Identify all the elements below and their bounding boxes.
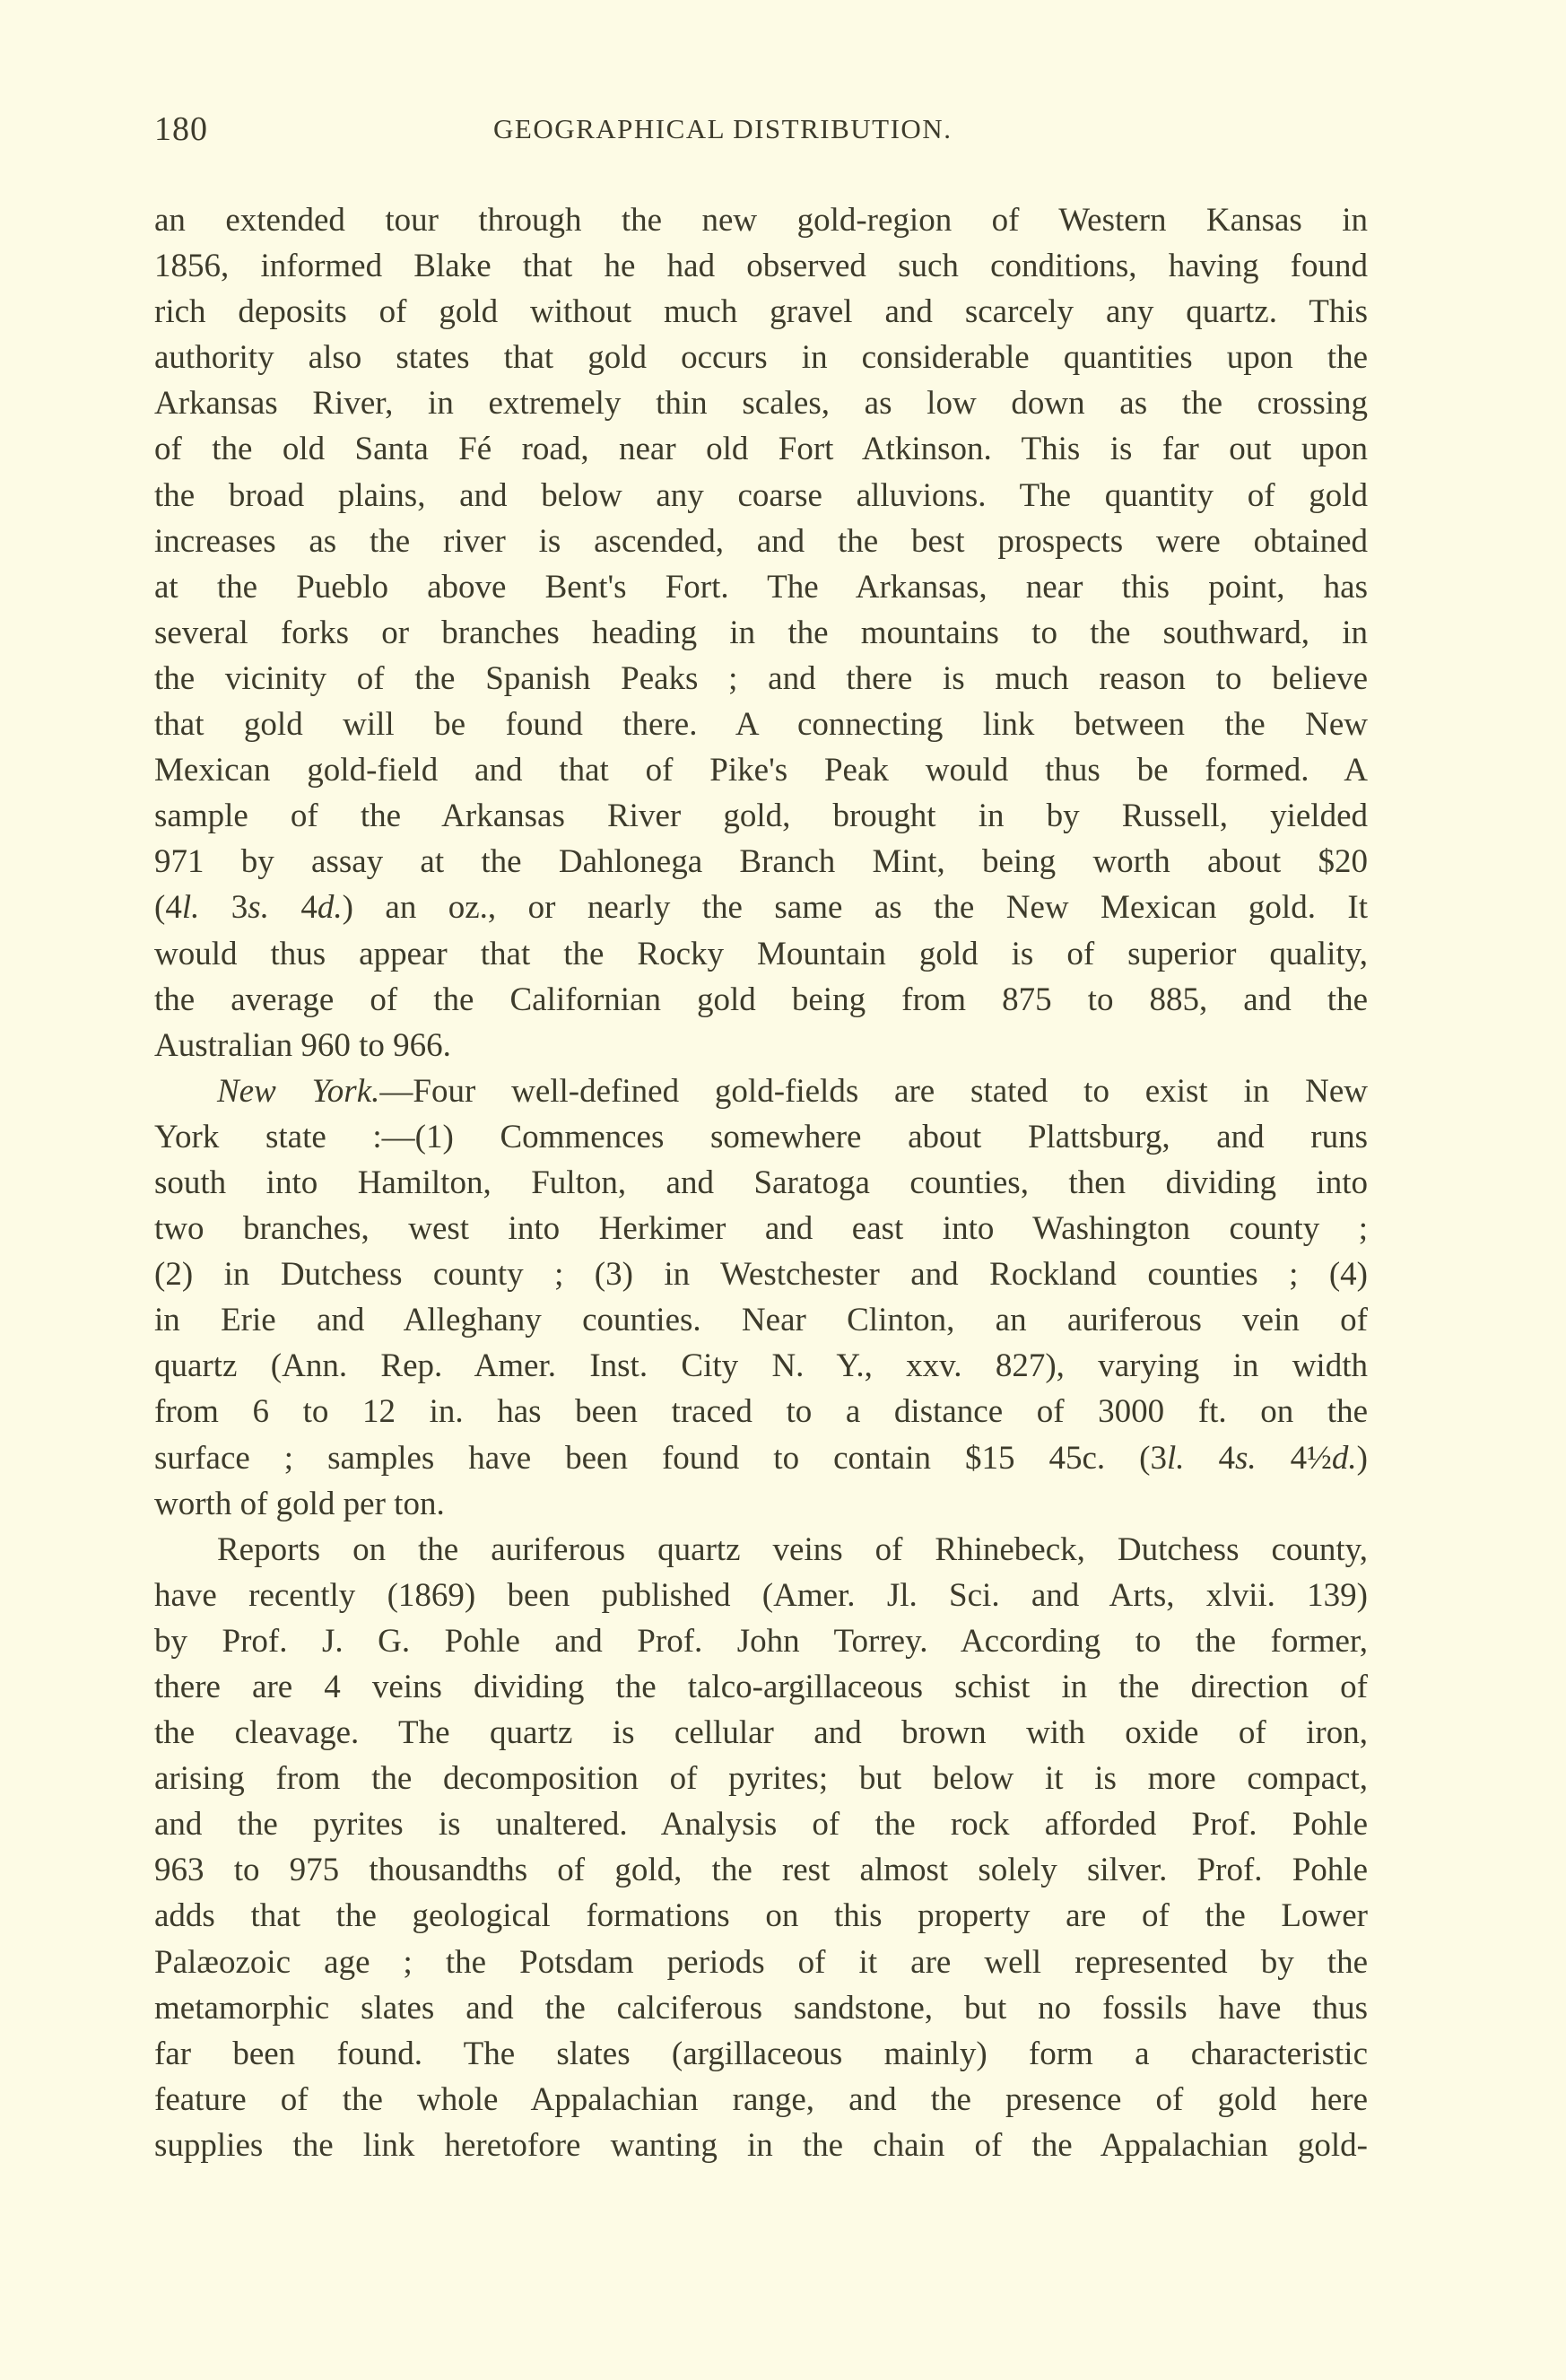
text-line — [154, 197, 1368, 243]
text-line — [154, 610, 1368, 656]
text-line — [154, 656, 1368, 702]
text-line — [154, 1160, 1368, 1206]
text-segment: in Erie and Alleghany counties. Near Clinton, an auriferous vein of — [154, 1302, 1368, 1339]
text-line — [154, 1527, 1368, 1573]
text-line — [154, 289, 1368, 335]
text-line — [154, 1618, 1368, 1664]
running-header — [154, 109, 1368, 156]
page-number: 180 — [154, 110, 208, 148]
text-segment: (2) in Dutchess county ; (3) in Westchester and Rockland counties ; (4) — [154, 1256, 1368, 1294]
text-line — [154, 793, 1368, 839]
text-segment: York state :—(1) Commences somewhere about Plattsburg, and runs — [154, 1118, 1368, 1155]
text-segment: sample of the Arkansas River gold, brought in by Russell, yielded — [154, 798, 1368, 835]
text-line — [154, 1985, 1368, 2031]
text-line — [154, 885, 1368, 930]
text-line — [154, 839, 1368, 885]
italic-text-segment: d. — [1331, 1439, 1357, 1477]
text-segment: Arkansas River, in extremely thin scales, as low down as the crossing — [154, 385, 1368, 423]
text-line — [154, 1847, 1368, 1893]
text-line — [154, 2031, 1368, 2077]
text-segment: would thus appear that the Rocky Mountain gold is of superior quality, — [154, 935, 1368, 972]
text-segment: two branches, west into Herkimer and east into Washington county ; — [154, 1210, 1368, 1248]
text-line — [154, 1023, 1368, 1068]
text-segment: 963 to 975 thousandths of gold, the rest almost solely silver. Prof. Pohle — [154, 1852, 1368, 1889]
text-line — [154, 519, 1368, 564]
text-line — [154, 1251, 1368, 1297]
text-segment: from 6 to 12 in. has been traced to a distance of 3000 ft. on the — [154, 1393, 1368, 1431]
text-line — [154, 243, 1368, 289]
text-segment: authority also states that gold occurs in considerable quantities upon the — [154, 339, 1368, 377]
text-segment: that gold will be found there. A connecting link between the New — [154, 706, 1368, 744]
text-segment: an extended tour through the new gold-region of Western Kansas in — [154, 202, 1368, 239]
text-segment: 3 — [199, 889, 248, 927]
text-segment: the broad plains, and below any coarse alluvions. The quantity of gold — [154, 476, 1368, 514]
text-line — [154, 335, 1368, 380]
text-segment: —Four well-defined gold-fields are stated to exist in New — [379, 1072, 1368, 1110]
text-line — [154, 1664, 1368, 1710]
text-line — [154, 1893, 1368, 1939]
text-line — [154, 1940, 1368, 1985]
text-line — [154, 747, 1368, 793]
text-segment: the cleavage. The quartz is cellular and brown with oxide of iron, — [154, 1714, 1368, 1752]
text-segment: and the pyrites is unaltered. Analysis of the rock afforded Prof. Pohle — [154, 1806, 1368, 1844]
text-line — [154, 426, 1368, 472]
text-segment: of the old Santa Fé road, near old Fort Atkinson. This is far out upon — [154, 431, 1368, 468]
text-line — [154, 380, 1368, 426]
text-segment: (4 — [154, 889, 182, 927]
text-segment: by Prof. J. G. Pohle and Prof. John Torrey. According to the former, — [154, 1622, 1368, 1660]
text-line — [154, 1297, 1368, 1343]
text-segment: adds that the geological formations on this property are of the Lower — [154, 1897, 1368, 1935]
text-line — [154, 1343, 1368, 1389]
text-segment: the average of the Californian gold being from 875 to 885, and the — [154, 981, 1368, 1018]
text-segment: far been found. The slates (argillaceous mainly) form a characteristic — [154, 2035, 1368, 2072]
italic-text-segment: New York. — [217, 1072, 380, 1110]
text-segment: the vicinity of the Spanish Peaks ; and there is much reason to believe — [154, 659, 1368, 697]
italic-text-segment: s. — [248, 889, 269, 927]
text-line — [154, 702, 1368, 747]
text-segment: supplies the link heretofore wanting in the chain of the Appalachian gold- — [154, 2126, 1368, 2164]
italic-text-segment: d. — [317, 889, 343, 927]
text-segment: ) — [1356, 1439, 1368, 1477]
text-segment: Australian 960 to 966. — [154, 1026, 451, 1064]
text-segment: Reports on the auriferous quartz veins of Rhinebeck, Dutchess county, — [217, 1530, 1368, 1568]
text-line — [154, 977, 1368, 1023]
text-line — [154, 473, 1368, 519]
text-line — [154, 1435, 1368, 1481]
text-segment: feature of the whole Appalachian range, and the presence of gold here — [154, 2080, 1368, 2118]
text-segment: 4½ — [1256, 1439, 1332, 1477]
running-title: GEOGRAPHICAL DISTRIBUTION. — [493, 113, 953, 144]
text-segment: ) an oz., or nearly the same as the New Mexican gold. It — [342, 889, 1368, 927]
text-line — [154, 1481, 1368, 1527]
text-segment: arising from the decomposition of pyrites; but below it is more compact, — [154, 1760, 1368, 1798]
text-segment: Palæozoic age ; the Potsdam periods of it are well represented by the — [154, 1943, 1368, 1981]
text-line — [154, 1114, 1368, 1160]
text-segment: increases as the river is ascended, and the best prospects were obtained — [154, 522, 1368, 560]
text-line — [154, 2123, 1368, 2168]
text-segment: worth of gold per ton. — [154, 1485, 445, 1522]
text-segment: metamorphic slates and the calciferous sandstone, but no fossils have thus — [154, 1989, 1368, 2027]
text-segment: rich deposits of gold without much gravel and scarcely any quartz. This — [154, 293, 1368, 331]
text-line — [154, 931, 1368, 977]
text-segment: there are 4 veins dividing the talco-argillaceous schist in the direction of — [154, 1669, 1368, 1705]
text-line — [154, 564, 1368, 610]
text-segment: at the Pueblo above Bent's Fort. The Arkansas, near this point, has — [154, 568, 1368, 606]
text-line — [154, 1068, 1368, 1114]
text-segment: several forks or branches heading in the mountains to the southward, in — [154, 614, 1368, 651]
text-segment: Mexican gold-field and that of Pike's Peak would thus be formed. A — [154, 752, 1368, 789]
text-segment: 4 — [1184, 1439, 1236, 1477]
text-line — [154, 1710, 1368, 1756]
italic-text-segment: l. — [1166, 1439, 1185, 1477]
text-segment: have recently (1869) been published (Amer. Jl. Sci. and Arts, xlvii. 139) — [154, 1576, 1368, 1614]
text-segment: 971 by assay at the Dahlonega Branch Mint, being worth about $20 — [154, 843, 1368, 881]
text-line — [154, 1389, 1368, 1434]
text-segment: 4 — [268, 889, 318, 927]
italic-text-segment: l. — [181, 889, 200, 927]
text-line — [154, 1573, 1368, 1618]
text-line — [154, 1801, 1368, 1847]
text-line — [154, 1756, 1368, 1801]
text-line — [154, 2077, 1368, 2123]
body-text — [154, 197, 1368, 2168]
text-segment: quartz (Ann. Rep. Amer. Inst. City N. Y., xxv. 827), varying in width — [154, 1347, 1368, 1385]
italic-text-segment: s. — [1235, 1439, 1257, 1477]
text-line — [154, 1206, 1368, 1251]
text-segment: surface ; samples have been found to contain $15 45c. (3 — [154, 1439, 1167, 1477]
text-segment: south into Hamilton, Fulton, and Saratoga counties, then dividing into — [154, 1164, 1368, 1201]
text-segment: 1856, informed Blake that he had observed such conditions, having found — [154, 248, 1368, 285]
